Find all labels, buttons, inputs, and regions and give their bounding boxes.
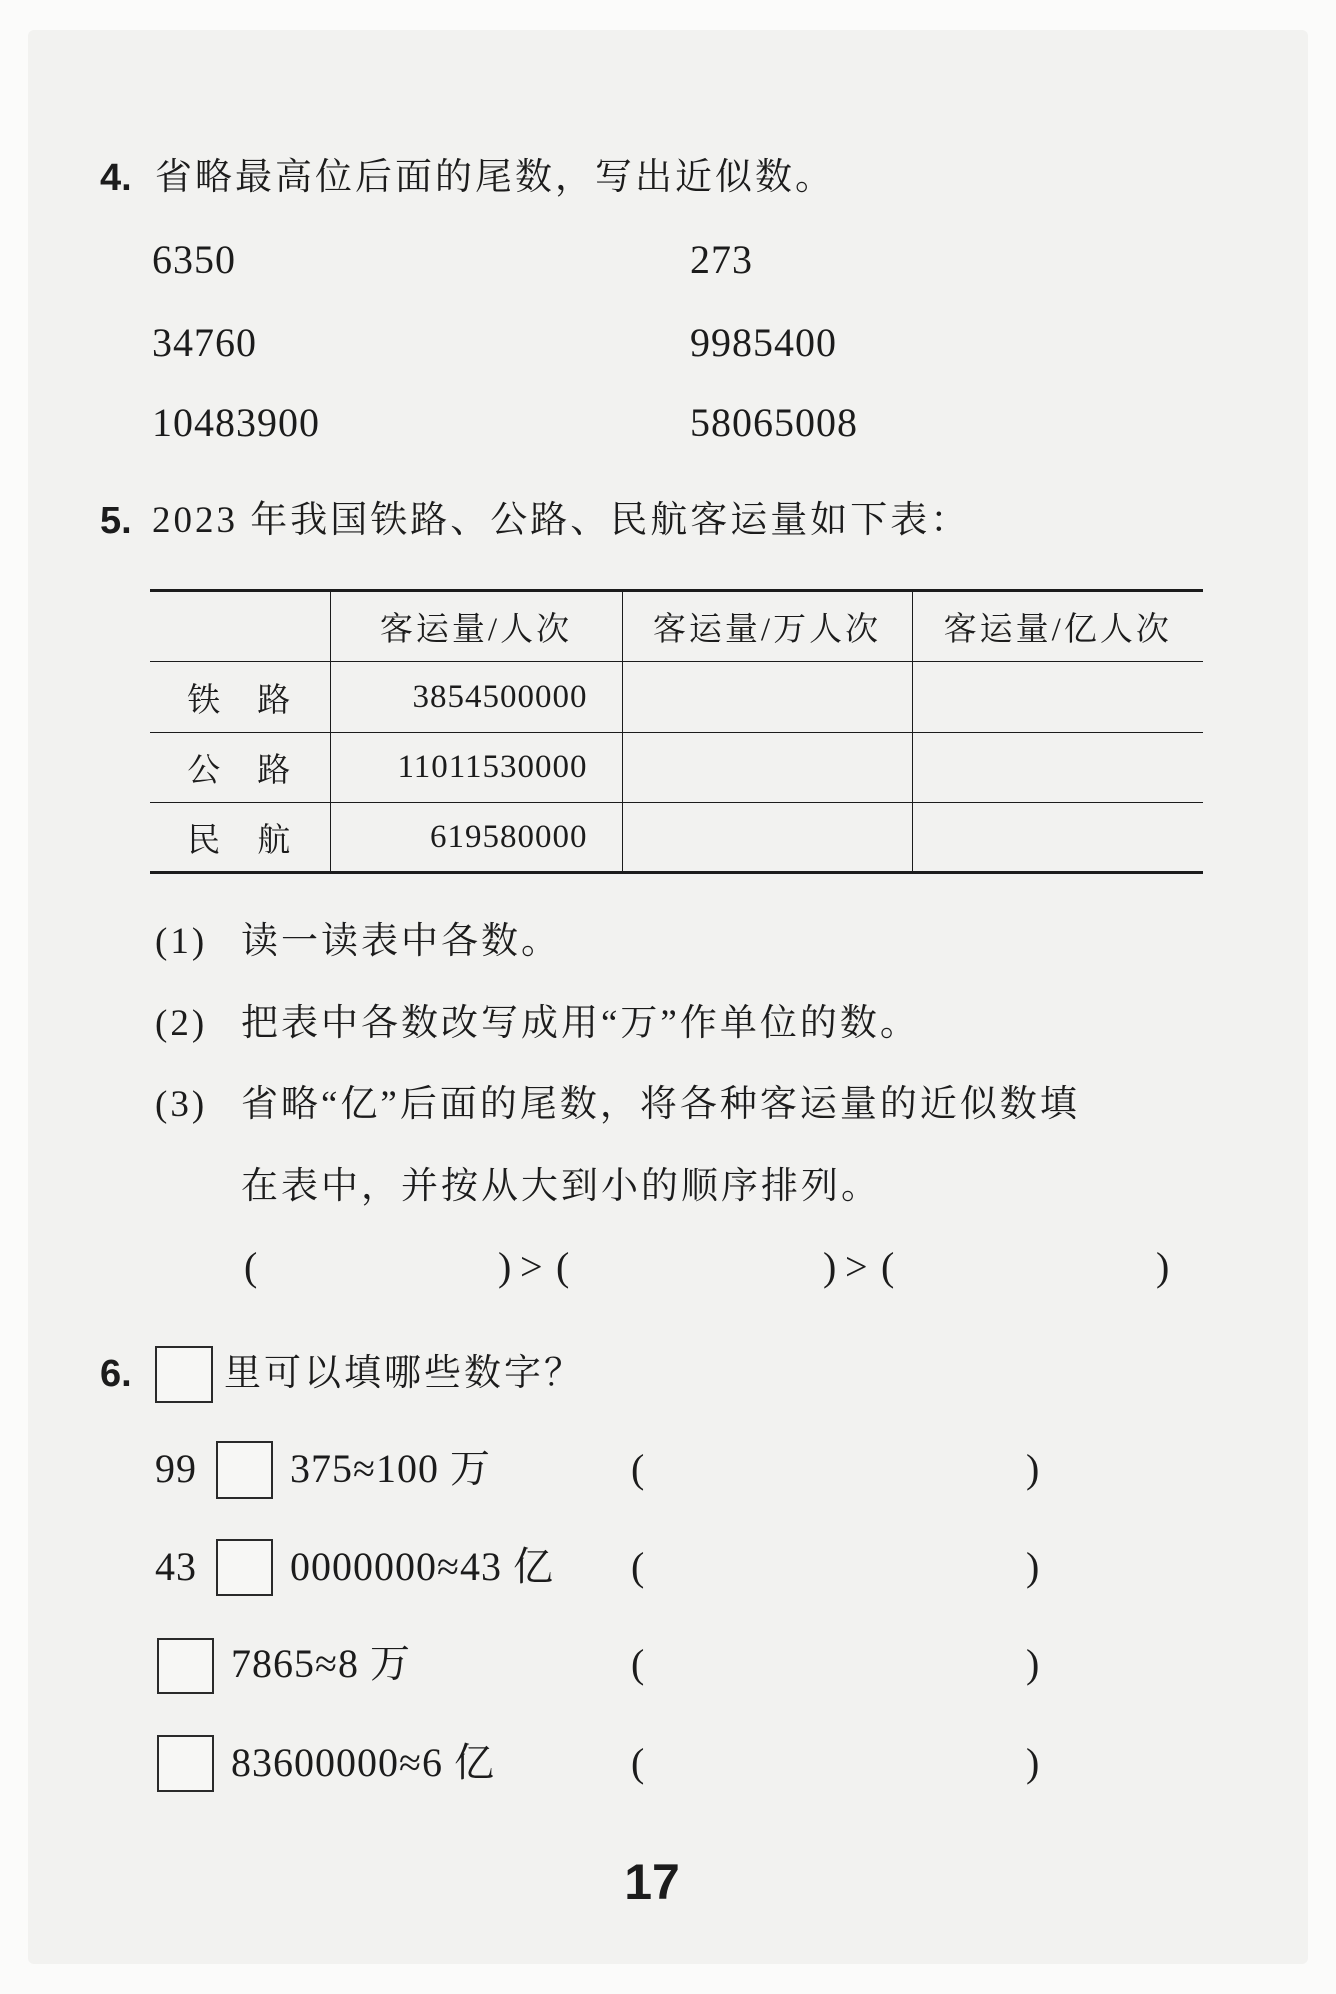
table-row — [150, 803, 1203, 873]
q6-answer-close-paren: ) — [1026, 1446, 1041, 1491]
q6-item-suffix: 0000000≈43 亿 — [290, 1544, 554, 1589]
page-number: 17 — [624, 1854, 680, 1910]
answer-box-icon — [155, 1346, 213, 1403]
q6-item-blank-box — [216, 1441, 273, 1499]
passenger-volume-table — [150, 589, 1203, 874]
row-yi-aviation-blank — [912, 803, 1203, 873]
row-wan-railway-blank — [622, 662, 912, 733]
subquestion-2-text: 把表中各数改写成用“万”作单位的数。 — [241, 1003, 920, 1044]
q6-item-suffix: 375≈100 万 — [290, 1446, 491, 1491]
row-name-railway: 铁 路 — [150, 662, 330, 733]
order-greater-than: > — [845, 1244, 869, 1289]
question-4-prompt: 省略最高位后面的尾数，写出近似数。 — [155, 157, 835, 198]
q6-answer-open-paren: ( — [631, 1641, 646, 1686]
table-header-yi: 客运量/亿人次 — [912, 591, 1203, 662]
question-5-prompt: 2023 年我国铁路、公路、民航客运量如下表： — [152, 500, 971, 541]
q6-answer-open-paren: ( — [631, 1740, 646, 1785]
row-count-highway: 11011530000 — [330, 733, 622, 803]
question-5-number: 5. — [100, 500, 132, 542]
row-wan-highway-blank — [622, 733, 912, 803]
subquestion-2-label: (2) — [155, 1003, 208, 1044]
subquestion-1-text: 读一读表中各数。 — [241, 921, 561, 962]
table-row — [150, 662, 1203, 733]
row-count-railway: 3854500000 — [330, 662, 622, 733]
order-close-paren: ) — [1156, 1244, 1171, 1289]
q4-item: 6350 — [152, 237, 236, 282]
subquestion-1-label: (1) — [155, 921, 208, 962]
table-header-corner — [150, 591, 330, 662]
worksheet-page — [28, 30, 1308, 1964]
q6-answer-close-paren: ) — [1026, 1641, 1041, 1686]
q6-item-blank-box — [157, 1735, 214, 1792]
q6-item-suffix: 83600000≈6 亿 — [231, 1740, 495, 1785]
subquestion-3-text: 省略“亿”后面的尾数，将各种客运量的近似数填 — [241, 1084, 1080, 1125]
q6-item-suffix: 7865≈8 万 — [231, 1641, 411, 1686]
table-header-row — [150, 591, 1203, 662]
q6-answer-open-paren: ( — [631, 1544, 646, 1589]
q6-answer-close-paren: ) — [1026, 1740, 1041, 1785]
row-yi-highway-blank — [912, 733, 1203, 803]
table-row — [150, 733, 1203, 803]
question-6-number: 6. — [100, 1353, 132, 1395]
question-6-prompt: 里可以填哪些数字？ — [224, 1353, 584, 1394]
q6-answer-close-paren: ) — [1026, 1544, 1041, 1589]
q4-item: 10483900 — [152, 400, 320, 445]
q6-item-blank-box — [157, 1638, 214, 1694]
q6-item-blank-box — [216, 1539, 273, 1596]
table-header-wan: 客运量/万人次 — [622, 591, 912, 662]
row-name-aviation: 民 航 — [150, 803, 330, 873]
q6-answer-open-paren: ( — [631, 1446, 646, 1491]
row-name-highway: 公 路 — [150, 733, 330, 803]
row-count-aviation: 619580000 — [330, 803, 622, 873]
q4-item: 9985400 — [690, 320, 837, 365]
q6-item-prefix: 43 — [155, 1544, 197, 1589]
order-open-paren: ( — [881, 1244, 896, 1289]
order-greater-than: > — [520, 1244, 544, 1289]
order-close-paren: ) — [823, 1244, 838, 1289]
question-4-number: 4. — [100, 157, 132, 199]
q4-item: 273 — [690, 237, 753, 282]
order-close-paren: ) — [498, 1244, 513, 1289]
row-wan-aviation-blank — [622, 803, 912, 873]
order-open-paren: ( — [556, 1244, 571, 1289]
table-header-people: 客运量/人次 — [330, 591, 622, 662]
q4-item: 34760 — [152, 320, 257, 365]
q6-item-prefix: 99 — [155, 1446, 197, 1491]
subquestion-3-label: (3) — [155, 1084, 208, 1125]
subquestion-3-continuation: 在表中，并按从大到小的顺序排列。 — [241, 1166, 881, 1207]
q4-item: 58065008 — [690, 400, 858, 445]
order-open-paren: ( — [244, 1244, 259, 1289]
row-yi-railway-blank — [912, 662, 1203, 733]
